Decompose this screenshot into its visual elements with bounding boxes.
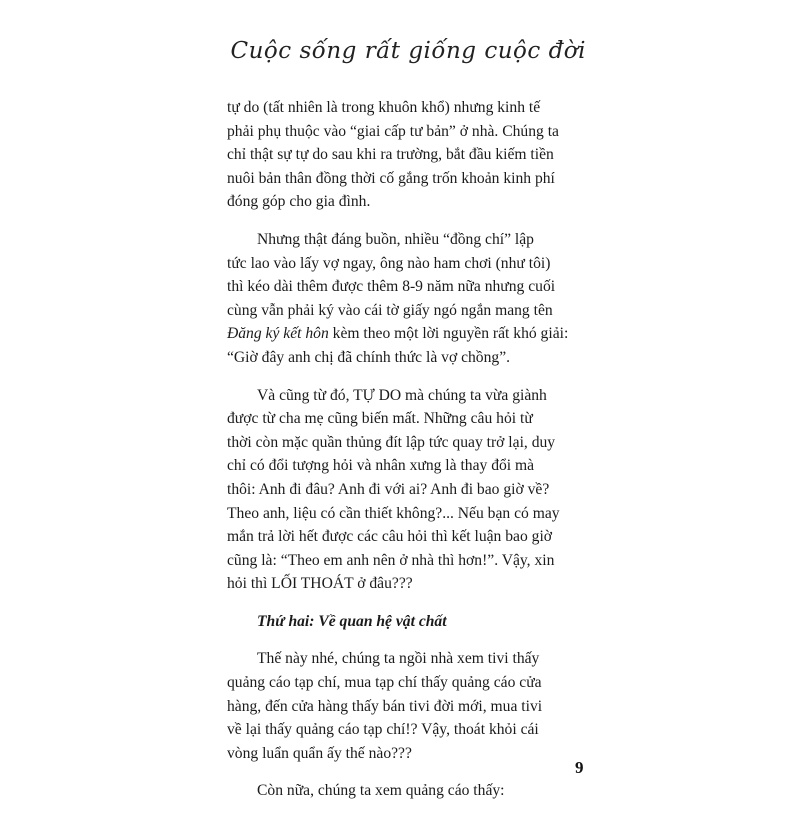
text-line: Và cũng từ đó, TỰ DO mà chúng ta vừa giành [257, 386, 547, 404]
text-line: hàng, đến cửa hàng thấy bán tivi đời mới, mua tivi [227, 697, 543, 715]
text-fragment: kèm theo một lời nguyền rất khó giải: [328, 325, 569, 343]
text-line: “Giờ đây anh chị đã chính thức là vợ chồng”. [227, 348, 511, 366]
paragraph-3 [227, 384, 587, 596]
text-line: Còn nữa, chúng ta xem quảng cáo thấy: [257, 782, 505, 800]
text-line: Theo anh, liệu có cần thiết không?... Nếu bạn có may [227, 504, 560, 522]
text-line: phải phụ thuộc vào “giai cấp tư bản” ở nhà. Chúng ta [227, 122, 559, 140]
text-line: cũng là: “Theo em anh nên ở nhà thì hơn!”. Vậy, xin [227, 551, 555, 569]
text-line-mixed [227, 322, 587, 346]
text-line: được từ cha mẹ cũng biến mất. Những câu hỏi từ [227, 410, 533, 428]
text-line: quảng cáo tạp chí, mua tạp chí thấy quảng cáo cửa [227, 674, 542, 692]
paragraph-1 [227, 96, 587, 214]
text-line: cùng vẫn phải ký vào cái tờ giấy ngó ngắn mang tên [227, 301, 553, 319]
paragraph-4 [227, 647, 587, 765]
running-head: Cuộc sống rất giống cuộc đời [230, 38, 586, 64]
text-line: nuôi bản thân đồng thời cố gắng trốn khoản kinh phí [227, 169, 555, 187]
page-number: 9 [575, 758, 584, 777]
text-line: mắn trả lời hết được các câu hỏi thì kết luận bao giờ [227, 528, 553, 546]
text-line: về lại thấy quảng cáo tạp chí!? Vậy, thoát khỏi cái [227, 721, 539, 739]
text-line: vòng luẩn quẩn ấy thế nào??? [227, 744, 412, 762]
body-text [227, 96, 587, 817]
text-line: tức lao vào lấy vợ ngay, ông nào ham chơi (như tôi) [227, 254, 551, 272]
text-line: Thế này nhé, chúng ta ngồi nhà xem tivi thấy [257, 650, 540, 668]
italic-phrase: Đăng ký kết hôn [227, 325, 329, 343]
paragraph-2 [227, 228, 587, 370]
text-line: thì kéo dài thêm được thêm 8-9 năm nữa nhưng cuối [227, 278, 556, 296]
text-line: tự do (tất nhiên là trong khuôn khổ) nhưng kinh tế [227, 99, 541, 116]
text-line: chỉ có đổi tượng hỏi và nhân xưng là thay đổi mà [227, 457, 535, 475]
text-line: hỏi thì LỐI THOÁT ở đâu??? [227, 575, 413, 593]
section-heading: Thứ hai: Về quan hệ vật chất [257, 612, 447, 630]
paragraph-5 [227, 779, 587, 803]
text-line: thời còn mặc quần thủng đít lập tức quay trở lại, duy [227, 433, 556, 451]
text-line: thôi: Anh đi đâu? Anh đi với ai? Anh đi bao giờ về? [227, 480, 550, 498]
text-line: đóng góp cho gia đình. [227, 193, 371, 211]
text-line: chỉ thật sự tự do sau khi ra trường, bắt đầu kiếm tiền [227, 146, 554, 164]
text-line: Nhưng thật đáng buồn, nhiều “đồng chí” lập [257, 230, 534, 248]
